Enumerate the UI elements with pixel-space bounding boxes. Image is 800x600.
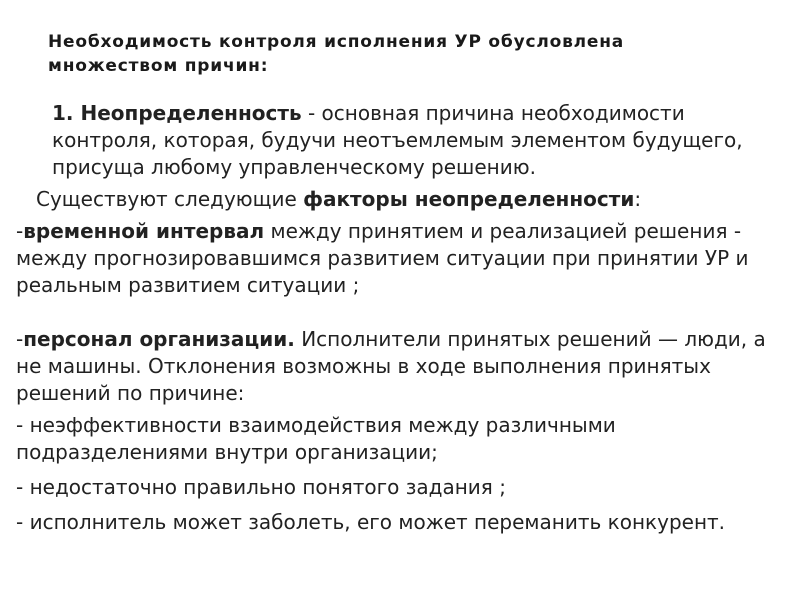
factors-intro-before: Существуют следующие [36,187,304,211]
paragraph-factors-intro [16,186,786,213]
paragraph-time-interval [16,218,786,299]
list-item: - исполнитель может заболеть, его может переманить конкурент. [16,510,726,534]
time-interval-text: между принятием и реализацией решения - между прогнозировавшимся развитием ситуации при принятии УР и реальным развитием ситуации ; [16,219,749,297]
list-item: - недостаточно правильно понятого задания ; [16,475,506,499]
uncertainty-term: 1. Неопределенность [52,101,302,125]
factors-term: факторы неопределенности [303,187,635,211]
slide-heading [48,30,748,78]
uncertainty-text: - основная причина необходимости контроля, которая, будучи неотъемлемым элементом будущего, присуща любому управленческому решению. [52,101,743,179]
personnel-text: Исполнители принятых решений — люди, а не машины. Отклонения возможны в ходе выполнения принятых решений по причине: [16,327,766,405]
heading-line-2: множеством причин: [48,56,269,76]
personnel-dash: - [16,327,24,351]
time-interval-term: временной интервал [23,219,265,243]
heading-line-1: Необходимость контроля исполнения УР обусловлена [48,32,625,52]
time-interval-dash: - [16,219,24,243]
slide-body [16,100,786,536]
paragraph-uncertainty [16,100,786,181]
personnel-term: персонал организации. [23,327,295,351]
factors-intro-after: : [634,187,642,211]
paragraph-personnel [16,326,786,407]
list-item: - неэффективности взаимодействия между различными подразделениями внутри организации; [16,413,616,464]
